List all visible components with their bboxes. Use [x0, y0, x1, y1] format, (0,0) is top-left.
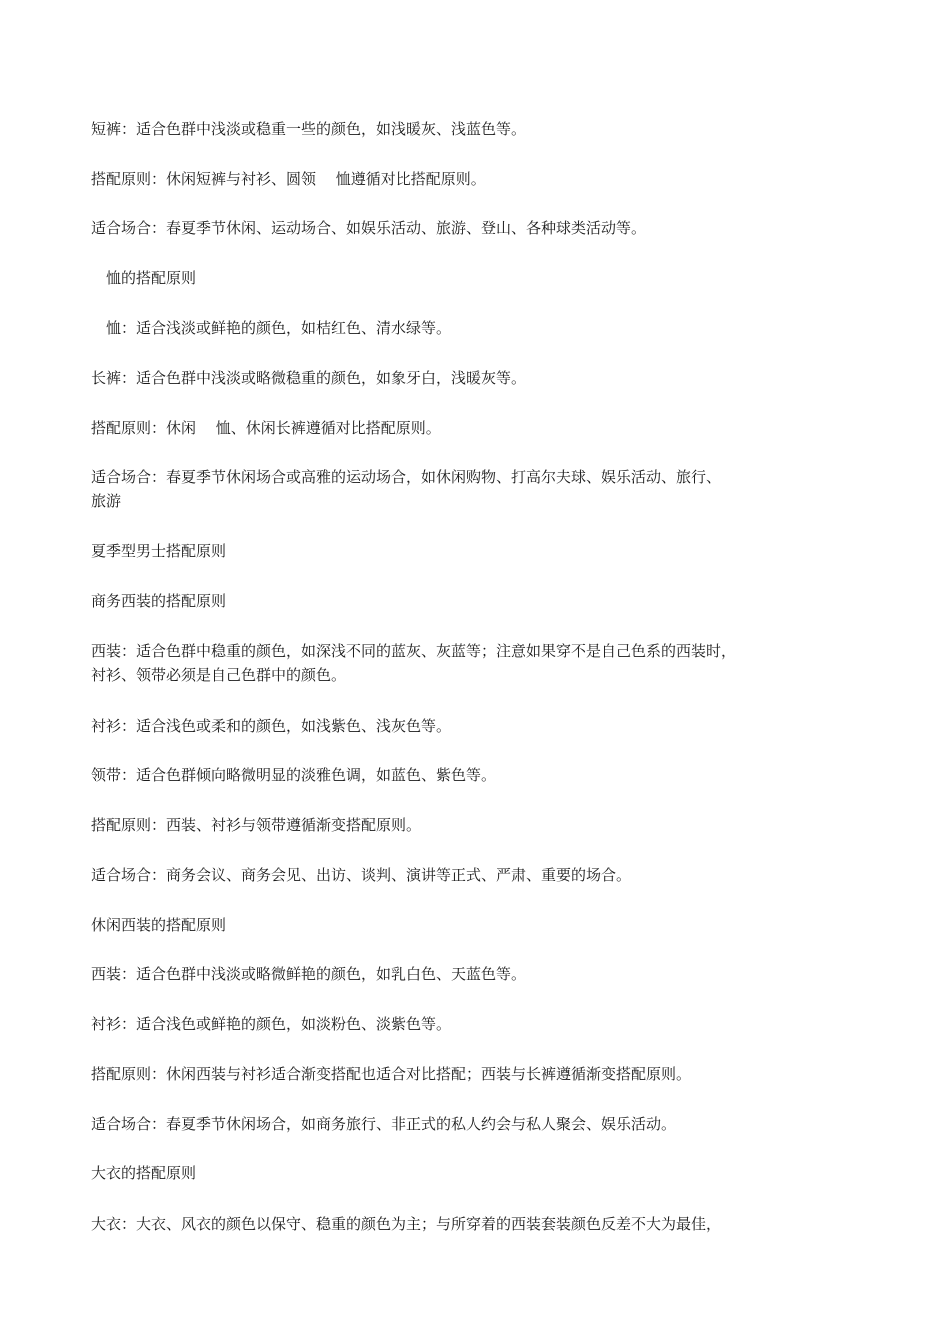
paragraph-business-shirt: 衬衫：适合浅色或柔和的颜色，如浅紫色、浅灰色等。 — [91, 717, 452, 735]
paragraph-shorts-rule: 搭配原则：休闲短裤与衬衫、圆领 恤遵循对比搭配原则。 — [91, 170, 486, 188]
paragraph-tshirt-rule: 搭配原则：休闲 恤、休闲长裤遵循对比搭配原则。 — [91, 419, 441, 437]
paragraph-casual-suit: 西装：适合色群中浅淡或略微鲜艳的颜色，如乳白色、天蓝色等。 — [91, 965, 527, 983]
paragraph-business-suit: 西装：适合色群中稳重的颜色，如深浅不同的蓝灰、灰蓝等；注意如果穿不是自己色系的西装时， — [91, 642, 737, 660]
paragraph-business-suit-cont: 衬衫、领带必须是自己色群中的颜色。 — [91, 666, 347, 684]
paragraph-tshirt-occasion-cont: 旅游 — [91, 492, 122, 510]
paragraph-coat: 大衣：大衣、风衣的颜色以保守、稳重的颜色为主；与所穿着的西装套装颜色反差不大为最佳， — [91, 1215, 722, 1233]
paragraph-casual-shirt: 衬衫：适合浅色或鲜艳的颜色，如淡粉色、淡紫色等。 — [91, 1015, 452, 1033]
heading-casual-suit: 休闲西装的搭配原则 — [91, 916, 227, 934]
paragraph-business-occasion: 适合场合：商务会议、商务会见、出访、谈判、演讲等正式、严肃、重要的场合。 — [91, 866, 632, 884]
paragraph-shorts: 短裤：适合色群中浅淡或稳重一些的颜色，如浅暖灰、浅蓝色等。 — [91, 120, 527, 138]
paragraph-casual-rule: 搭配原则：休闲西装与衬衫适合渐变搭配也适合对比搭配；西装与长裤遵循渐变搭配原则。 — [91, 1065, 692, 1083]
paragraph-business-rule: 搭配原则：西装、衬衫与领带遵循渐变搭配原则。 — [91, 816, 422, 834]
heading-coat: 大衣的搭配原则 — [91, 1164, 197, 1182]
paragraph-tshirt-occasion: 适合场合：春夏季节休闲场合或高雅的运动场合，如休闲购物、打高尔夫球、娱乐活动、旅行、 — [91, 468, 722, 486]
heading-summer-men: 夏季型男士搭配原则 — [91, 542, 227, 560]
heading-business-suit: 商务西装的搭配原则 — [91, 592, 227, 610]
paragraph-trousers: 长裤：适合色群中浅淡或略微稳重的颜色，如象牙白，浅暖灰等。 — [91, 369, 527, 387]
paragraph-business-tie: 领带：适合色群倾向略微明显的淡雅色调，如蓝色、紫色等。 — [91, 766, 497, 784]
heading-tshirt-rule: 恤的搭配原则 — [91, 269, 197, 287]
paragraph-tshirt: 恤：适合浅淡或鲜艳的颜色，如桔红色、清水绿等。 — [91, 319, 452, 337]
paragraph-casual-occasion: 适合场合：春夏季节休闲场合，如商务旅行、非正式的私人约会与私人聚会、娱乐活动。 — [91, 1115, 677, 1133]
paragraph-shorts-occasion: 适合场合：春夏季节休闲、运动场合、如娱乐活动、旅游、登山、各种球类活动等。 — [91, 219, 647, 237]
